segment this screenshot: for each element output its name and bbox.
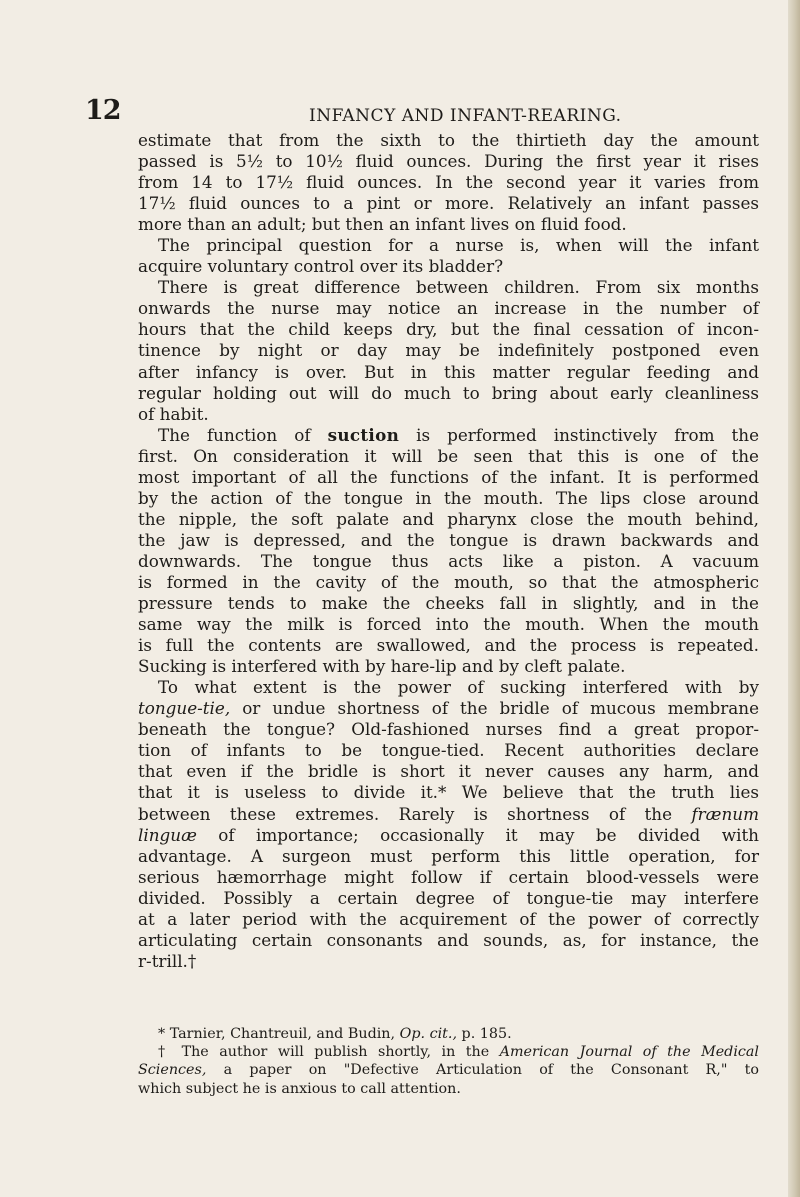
text-line: 17½ fluid ounces to a pint or more. Relatively an infant passes: [138, 193, 759, 214]
text-line: same way the milk is forced into the mouth. When the mouth: [138, 614, 759, 635]
text-line: at a later period with the acquirement of the power of correctly: [138, 908, 759, 929]
text-line: tinence by night or day may be indefinitely postponed even: [138, 340, 759, 361]
text-line: To what extent is the power of sucking interfered with by: [158, 677, 759, 698]
text-line: onwards the nurse may notice an increase in the number of: [138, 298, 759, 319]
text-line: that even if the bridle is short it never causes any harm, and: [138, 761, 759, 782]
text-line: most important of all the functions of the infant. It is performed: [138, 466, 759, 487]
page-header: [85, 95, 730, 128]
text-line: first. On consideration it will be seen that this is one of the: [138, 445, 759, 466]
text-line: serious hæmorrhage might follow if certain blood-vessels were: [138, 866, 759, 887]
text-line: hours that the child keeps dry, but the final cessation of incon-: [138, 319, 759, 340]
text-line: between these extremes. Rarely is shortness of the frænum: [138, 803, 759, 824]
text-line: linguæ of importance; occasionally it may be divided with: [138, 824, 759, 845]
text-line: of habit.: [138, 403, 209, 424]
text-line: regular holding out will do much to bring about early cleanliness: [138, 382, 759, 403]
text-line: from 14 to 17½ fluid ounces. In the second year it varies from: [138, 172, 759, 193]
text-line: the jaw is depressed, and the tongue is drawn backwards and: [138, 529, 759, 550]
text-line: divided. Possibly a certain degree of tongue-tie may interfere: [138, 887, 759, 908]
text-line: is full the contents are swallowed, and the process is repeated.: [138, 635, 759, 656]
footnote-2-line: Sciences, a paper on "Defective Articulation of the Consonant R," to: [138, 1062, 759, 1079]
footnotes: [138, 1025, 759, 1098]
text-line: is formed in the cavity of the mouth, so that the atmospheric: [138, 571, 759, 592]
text-line: that it is useless to divide it.* We believe that the truth lies: [138, 782, 759, 803]
text-line: Sucking is interfered with by hare-lip and by cleft palate.: [138, 656, 626, 677]
text-line: more than an adult; but then an infant lives on fluid food.: [138, 214, 627, 235]
page-edge: [788, 0, 800, 1197]
text-line: after infancy is over. But in this matter regular feeding and: [138, 361, 759, 382]
footnote-1: * Tarnier, Chantreuil, and Budin, Op. cit., p. 185.: [158, 1026, 512, 1042]
text-line: beneath the tongue? Old-fashioned nurses find a great propor-: [138, 719, 759, 740]
body-text: [138, 130, 759, 972]
text-line: articulating certain consonants and sounds, as, for instance, the: [138, 929, 759, 950]
text-line: tongue-tie, or undue shortness of the bridle of mucous membrane: [138, 698, 759, 719]
text-line: The function of suction is performed instinctively from the: [158, 424, 759, 445]
text-line: advantage. A surgeon must perform this little operation, for: [138, 845, 759, 866]
italic-term: linguæ: [138, 824, 197, 845]
text-line: There is great difference between children. From six months: [158, 277, 759, 298]
text-line: the nipple, the soft palate and pharynx close the mouth behind,: [138, 508, 759, 529]
text-line: The principal question for a nurse is, when will the infant: [158, 235, 759, 256]
italic-term: tongue-tie,: [138, 698, 231, 719]
text-line: estimate that from the sixth to the thirtieth day the amount: [138, 130, 759, 150]
emphasized-term: suction: [327, 424, 400, 445]
italic-term: frænum: [691, 803, 759, 824]
text-line: downwards. The tongue thus acts like a piston. A vacuum: [138, 550, 759, 571]
footnote-2: † The author will publish shortly, in the American Journal of the Medical: [158, 1044, 759, 1061]
footnote-2-line: which subject he is anxious to call attention.: [138, 1080, 461, 1097]
text-line: pressure tends to make the cheeks fall in slightly, and in the: [138, 593, 759, 614]
text-line: r-trill.†: [138, 950, 197, 971]
text-line: tion of infants to be tongue-tied. Recent authorities declare: [138, 740, 759, 761]
page-number: 12: [85, 95, 121, 126]
text-line: acquire voluntary control over its bladder?: [138, 256, 504, 277]
text-line: by the action of the tongue in the mouth. The lips close around: [138, 487, 759, 508]
running-title: INFANCY AND INFANT-REARING.: [309, 106, 622, 126]
text-line: passed is 5½ to 10½ fluid ounces. During the first year it rises: [138, 151, 759, 172]
